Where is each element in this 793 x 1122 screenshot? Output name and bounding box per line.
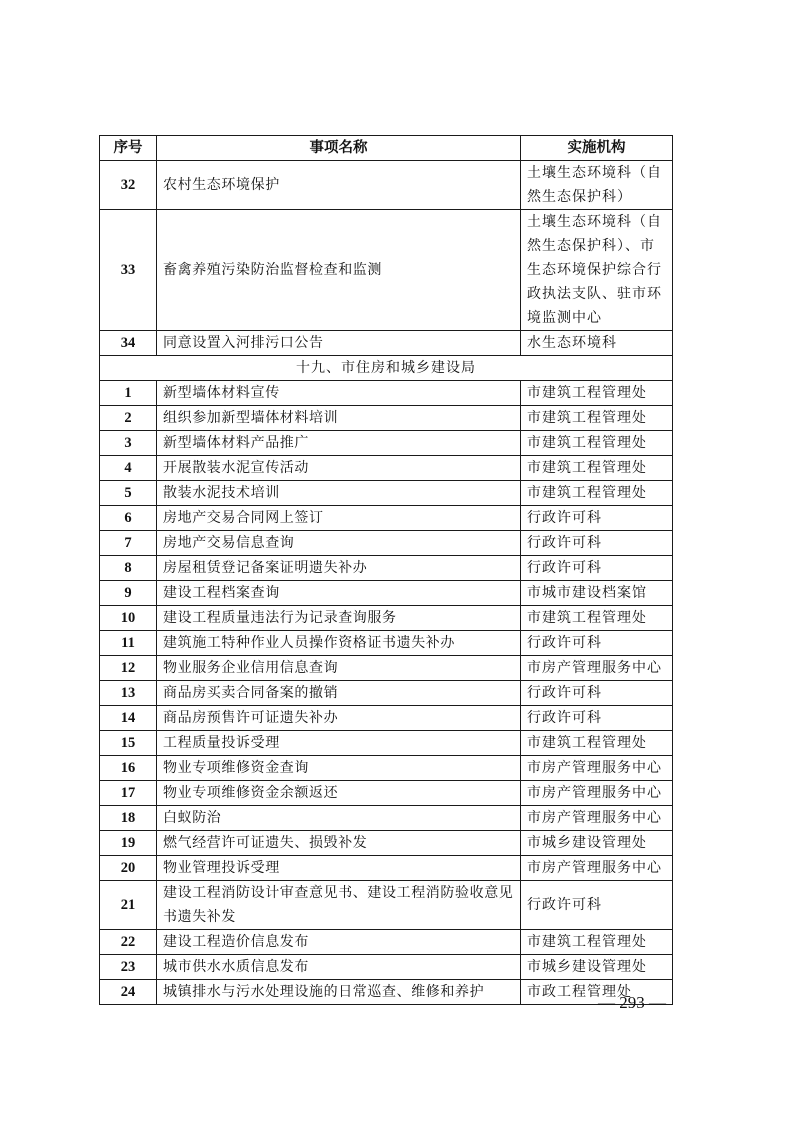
table-row — [100, 161, 673, 210]
item-name: 燃气经营许可证遗失、损毁补发 — [157, 831, 521, 856]
item-name: 城市供水水质信息发布 — [157, 955, 521, 980]
implementing-org: 市城市建设档案馆 — [521, 581, 673, 606]
table-row — [100, 781, 673, 806]
row-number: 9 — [100, 581, 157, 606]
table-row — [100, 955, 673, 980]
item-name: 散装水泥技术培训 — [157, 481, 521, 506]
table-row — [100, 980, 673, 1005]
table-row — [100, 831, 673, 856]
table-row — [100, 381, 673, 406]
row-number: 2 — [100, 406, 157, 431]
item-name: 新型墙体材料宣传 — [157, 381, 521, 406]
implementing-org: 市房产管理服务中心 — [521, 856, 673, 881]
page-number: — 293 — — [598, 993, 666, 1012]
implementing-org: 土壤生态环境科（自然生态保护科） — [521, 161, 673, 210]
row-number: 19 — [100, 831, 157, 856]
table-row — [100, 881, 673, 930]
item-name: 开展散装水泥宣传活动 — [157, 456, 521, 481]
item-name: 商品房预售许可证遗失补办 — [157, 706, 521, 731]
item-name: 农村生态环境保护 — [157, 161, 521, 210]
row-number: 1 — [100, 381, 157, 406]
row-number: 3 — [100, 431, 157, 456]
table-row — [100, 856, 673, 881]
implementing-org: 市房产管理服务中心 — [521, 806, 673, 831]
implementing-org: 市房产管理服务中心 — [521, 781, 673, 806]
implementing-org: 土壤生态环境科（自然生态保护科）、市生态环境保护综合行政执法支队、驻市环境监测中心 — [521, 210, 673, 331]
table-row — [100, 406, 673, 431]
item-name: 建设工程质量违法行为记录查询服务 — [157, 606, 521, 631]
item-name: 建设工程消防设计审查意见书、建设工程消防验收意见书遗失补发 — [157, 881, 521, 930]
row-number: 22 — [100, 930, 157, 955]
row-number: 33 — [100, 210, 157, 331]
implementing-org: 市房产管理服务中心 — [521, 656, 673, 681]
row-number: 16 — [100, 756, 157, 781]
table-body-before — [100, 161, 673, 356]
item-name: 房地产交易信息查询 — [157, 531, 521, 556]
implementing-org: 水生态环境科 — [521, 331, 673, 356]
implementing-org: 市建筑工程管理处 — [521, 406, 673, 431]
implementing-org: 行政许可科 — [521, 631, 673, 656]
header-no: 序号 — [100, 136, 157, 161]
implementing-org: 市建筑工程管理处 — [521, 431, 673, 456]
row-number: 13 — [100, 681, 157, 706]
implementing-org: 行政许可科 — [521, 506, 673, 531]
items-table — [99, 135, 673, 1005]
item-name: 建筑施工特种作业人员操作资格证书遗失补办 — [157, 631, 521, 656]
implementing-org: 市建筑工程管理处 — [521, 481, 673, 506]
table-row — [100, 581, 673, 606]
table-row — [100, 431, 673, 456]
table-row — [100, 731, 673, 756]
item-name: 新型墙体材料产品推广 — [157, 431, 521, 456]
row-number: 24 — [100, 980, 157, 1005]
implementing-org: 市建筑工程管理处 — [521, 731, 673, 756]
table-row — [100, 456, 673, 481]
table-row — [100, 806, 673, 831]
implementing-org: 行政许可科 — [521, 531, 673, 556]
implementing-org: 行政许可科 — [521, 881, 673, 930]
item-name: 房屋租赁登记备案证明遗失补办 — [157, 556, 521, 581]
item-name: 白蚁防治 — [157, 806, 521, 831]
table-row — [100, 930, 673, 955]
item-name: 城镇排水与污水处理设施的日常巡查、维修和养护 — [157, 980, 521, 1005]
implementing-org: 市建筑工程管理处 — [521, 381, 673, 406]
item-name: 同意设置入河排污口公告 — [157, 331, 521, 356]
implementing-org: 行政许可科 — [521, 706, 673, 731]
implementing-org: 行政许可科 — [521, 556, 673, 581]
table-row — [100, 481, 673, 506]
implementing-org: 市建筑工程管理处 — [521, 456, 673, 481]
header-org: 实施机构 — [521, 136, 673, 161]
item-name: 物业专项维修资金余额返还 — [157, 781, 521, 806]
row-number: 12 — [100, 656, 157, 681]
header-name: 事项名称 — [157, 136, 521, 161]
table-body-after — [100, 381, 673, 1005]
implementing-org: 市房产管理服务中心 — [521, 756, 673, 781]
row-number: 11 — [100, 631, 157, 656]
row-number: 20 — [100, 856, 157, 881]
row-number: 10 — [100, 606, 157, 631]
item-name: 房地产交易合同网上签订 — [157, 506, 521, 531]
section-title: 十九、市住房和城乡建设局 — [100, 356, 673, 381]
row-number: 32 — [100, 161, 157, 210]
implementing-org: 市城乡建设管理处 — [521, 831, 673, 856]
item-name: 物业专项维修资金查询 — [157, 756, 521, 781]
row-number: 4 — [100, 456, 157, 481]
implementing-org: 行政许可科 — [521, 681, 673, 706]
table-row — [100, 210, 673, 331]
table-row — [100, 631, 673, 656]
row-number: 21 — [100, 881, 157, 930]
item-name: 建设工程档案查询 — [157, 581, 521, 606]
row-number: 34 — [100, 331, 157, 356]
item-name: 工程质量投诉受理 — [157, 731, 521, 756]
table-row — [100, 706, 673, 731]
section-row — [100, 356, 673, 381]
row-number: 14 — [100, 706, 157, 731]
table-row — [100, 606, 673, 631]
row-number: 8 — [100, 556, 157, 581]
section-body — [100, 356, 673, 381]
item-name: 畜禽养殖污染防治监督检查和监测 — [157, 210, 521, 331]
implementing-org: 市建筑工程管理处 — [521, 606, 673, 631]
item-name: 商品房买卖合同备案的撤销 — [157, 681, 521, 706]
row-number: 6 — [100, 506, 157, 531]
table-row — [100, 531, 673, 556]
table-row — [100, 331, 673, 356]
table-row — [100, 681, 673, 706]
table-row — [100, 506, 673, 531]
table-row — [100, 656, 673, 681]
item-name: 物业服务企业信用信息查询 — [157, 656, 521, 681]
item-name: 物业管理投诉受理 — [157, 856, 521, 881]
row-number: 7 — [100, 531, 157, 556]
row-number: 15 — [100, 731, 157, 756]
row-number: 17 — [100, 781, 157, 806]
table-row — [100, 556, 673, 581]
row-number: 18 — [100, 806, 157, 831]
row-number: 23 — [100, 955, 157, 980]
implementing-org: 市政工程管理处 — [521, 980, 673, 1005]
implementing-org: 市城乡建设管理处 — [521, 955, 673, 980]
implementing-org: 市建筑工程管理处 — [521, 930, 673, 955]
row-number: 5 — [100, 481, 157, 506]
table-header-row — [100, 136, 673, 161]
table-row — [100, 756, 673, 781]
item-name: 组织参加新型墙体材料培训 — [157, 406, 521, 431]
item-name: 建设工程造价信息发布 — [157, 930, 521, 955]
